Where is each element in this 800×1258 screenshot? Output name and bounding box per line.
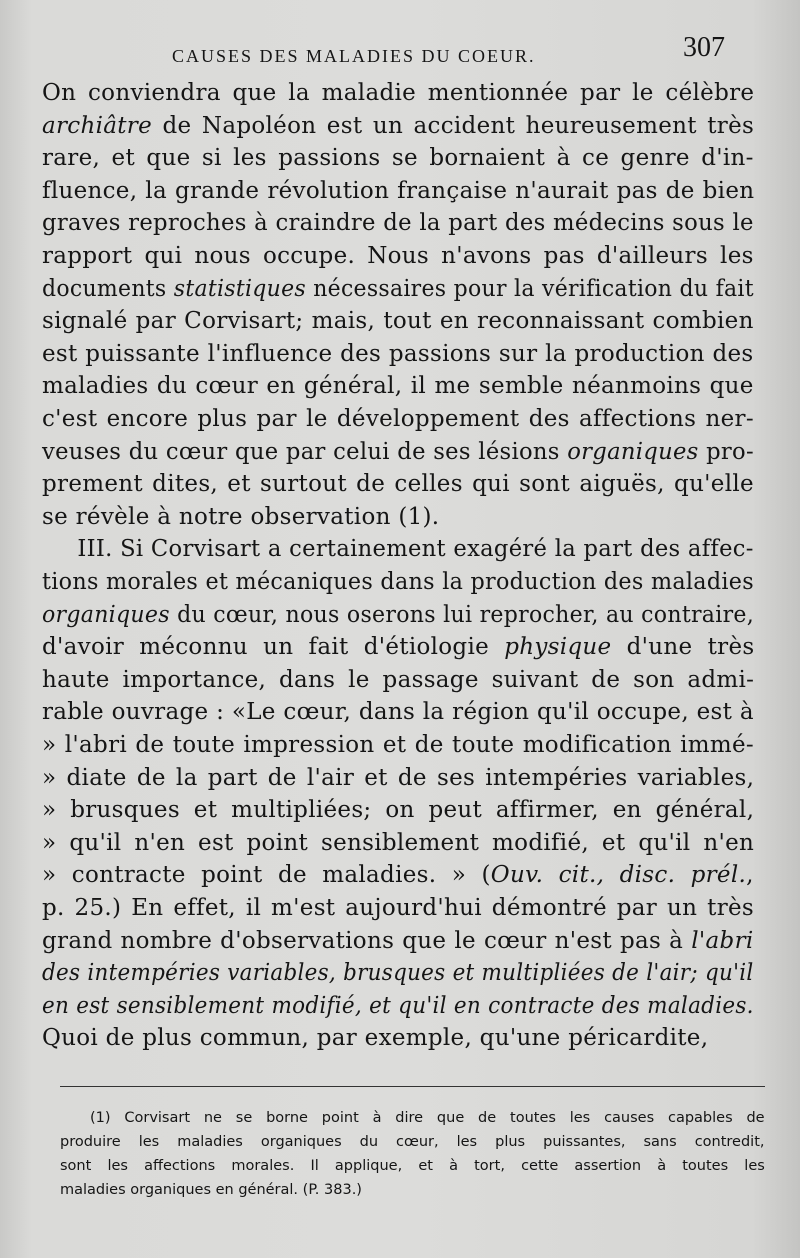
line-text: c'est encore plus par le développement des affections ner- xyxy=(42,406,754,432)
line-text: fluence, la grande révolution française n'aurait pas de bien xyxy=(42,177,755,204)
text-line xyxy=(42,858,754,892)
line-text: veuses du cœur que par celui de ses lésions xyxy=(42,438,568,465)
text-line xyxy=(42,435,754,469)
running-title: CAUSES DES MALADIES DU COEUR. xyxy=(172,46,536,66)
text-line xyxy=(42,826,754,860)
italic-text: l'abri xyxy=(691,927,754,954)
text-line xyxy=(42,337,754,371)
line-text: pro- xyxy=(698,438,754,465)
text-line xyxy=(42,174,754,208)
line-text: signalé par Corvisart; mais, tout en reconnaissant combien xyxy=(42,308,754,335)
text-line xyxy=(42,500,439,534)
italic-text: organiques xyxy=(42,601,170,628)
italic-text: organiques xyxy=(567,438,699,465)
line-text: rapport qui nous occupe. Nous n'avons pas d'ailleurs les xyxy=(42,243,754,269)
running-head xyxy=(0,30,800,76)
text-line xyxy=(42,402,754,436)
text-line xyxy=(42,369,754,403)
text-line xyxy=(42,141,754,175)
footnote-rule xyxy=(60,1086,765,1087)
text-line xyxy=(42,109,754,143)
line-text: p. 25.) En effet, il m'est aujourd'hui démontré par un très xyxy=(42,895,755,921)
footnote-line: produire les maladies organiques du cœur, les plus puissantes, sans contredit, xyxy=(60,1134,765,1150)
italic-text: archiâtre xyxy=(42,112,153,139)
line-text: documents xyxy=(42,275,174,302)
line-text: » contracte point de maladies. » ( xyxy=(42,862,491,889)
text-line xyxy=(42,532,754,566)
text-line xyxy=(42,891,754,925)
line-text: III. Si Corvisart a certainement exagéré la part des affec- xyxy=(77,536,754,563)
italic-text: physique xyxy=(504,634,612,661)
line-text: » qu'il n'en est point sensiblement modifié, et qu'il n'en xyxy=(42,829,755,856)
line-text: maladies du cœur en général, il me semble néanmoins que xyxy=(42,373,754,400)
text-line xyxy=(42,304,754,338)
line-text: » brusques et multipliées; on peut affirmer, en général, xyxy=(42,797,755,824)
footnote-line: maladies organiques en général. (P. 383.) xyxy=(60,1182,362,1198)
line-text: » l'abri de toute impression et de toute modification immé- xyxy=(42,732,755,758)
italic-text: en est sensiblement modifié, et qu'il en contracte des maladies. xyxy=(42,992,754,1019)
text-line xyxy=(42,206,754,240)
line-text: On conviendra que la maladie mentionnée par le célèbre xyxy=(42,80,755,106)
line-text: grand nombre d'observations que le cœur n'est pas à xyxy=(42,927,692,954)
text-line xyxy=(42,565,754,599)
line-text: Quoi de plus commun, par exemple, qu'une péricardite, xyxy=(42,1025,709,1052)
text-line xyxy=(42,272,754,306)
line-text: prement dites, et surtout de celles qui sont aiguës, qu'elle xyxy=(42,471,754,498)
text-line xyxy=(42,761,754,795)
line-text: d'une très xyxy=(611,634,755,661)
line-text: graves reproches à craindre de la part des médecins sous le xyxy=(42,210,754,237)
page-number: 307 xyxy=(683,32,725,63)
text-line xyxy=(42,598,754,632)
line-text: rable ouvrage : «Le cœur, dans la région qu'il occupe, est à xyxy=(42,699,754,726)
line-text: nécessaires pour la vérification du fait xyxy=(305,275,754,302)
text-line xyxy=(42,239,754,273)
line-text: , xyxy=(746,862,754,889)
text-line xyxy=(42,793,754,827)
line-text: » diate de la part de l'air et de ses intempéries variables, xyxy=(42,764,755,791)
line-text: est puissante l'influence des passions sur la production des xyxy=(42,340,754,367)
line-text: rare, et que si les passions se bornaient à ce genre d'in- xyxy=(42,145,754,172)
text-line xyxy=(42,924,754,958)
italic-text: Ouv. cit., disc. prél. xyxy=(490,862,747,889)
italic-text: des intempéries variables, brusques et multipliées de l'air; qu'il xyxy=(42,960,754,987)
line-text: se révèle à notre observation (1). xyxy=(42,503,440,530)
text-line xyxy=(42,76,754,110)
text-line xyxy=(42,989,754,1023)
line-text: haute importance, dans le passage suivant de son admi- xyxy=(42,666,755,693)
text-line xyxy=(42,728,754,762)
text-line xyxy=(42,956,754,990)
text-line xyxy=(42,663,754,697)
footnote-line: sont les affections morales. Il applique, et à tort, cette assertion à toutes les xyxy=(60,1158,765,1174)
footnote-line: (1) Corvisart ne se borne point à dire que de toutes les causes capables de xyxy=(90,1110,765,1126)
line-text: d'avoir méconnu un fait d'étiologie xyxy=(42,634,505,661)
line-text: de Napoléon est un accident heureusement très xyxy=(152,112,755,139)
line-text: du cœur, nous oserons lui reprocher, au contraire, xyxy=(169,601,755,628)
text-line xyxy=(42,1021,708,1055)
text-line xyxy=(42,630,754,664)
text-line xyxy=(42,695,754,729)
line-text: tions morales et mécaniques dans la production des maladies xyxy=(42,569,754,595)
text-line xyxy=(42,467,754,501)
italic-text: statistiques xyxy=(173,275,306,302)
